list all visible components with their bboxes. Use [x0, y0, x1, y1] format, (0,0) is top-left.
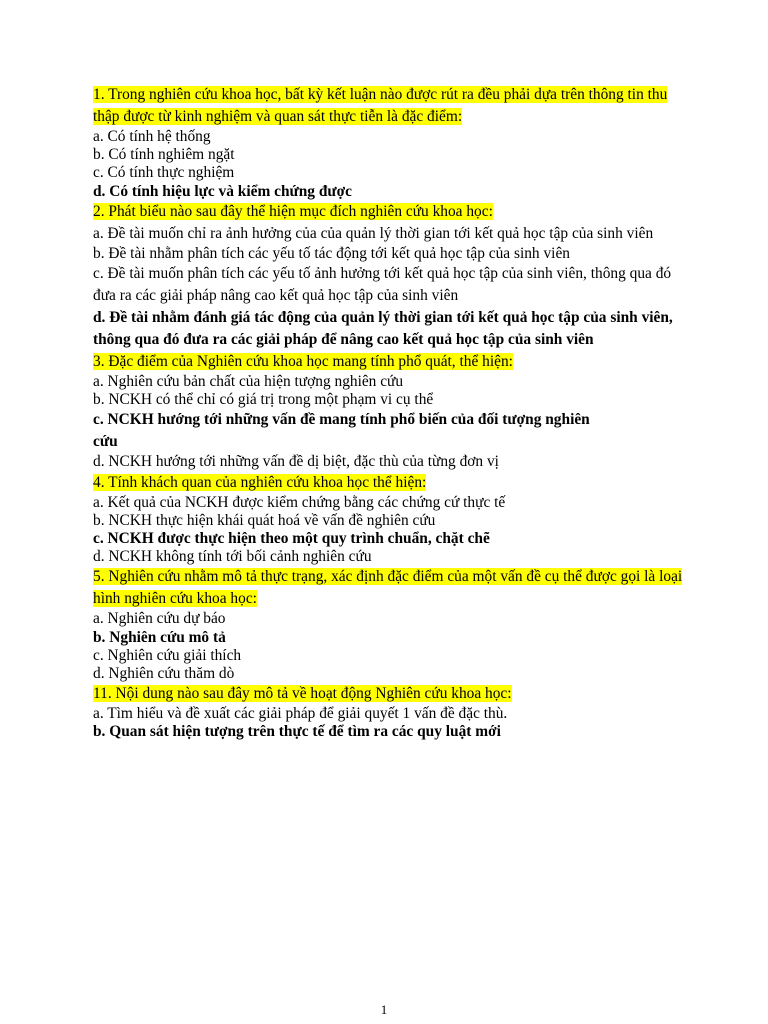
question-block [93, 84, 683, 128]
question-text: 2. Phát biểu nào sau đây thể hiện mục đích nghiên cứu khoa học: [93, 202, 493, 220]
question-block [93, 683, 683, 705]
answer-option: c. Nghiên cứu giải thích [93, 646, 242, 664]
answer-option-correct: c. NCKH hướng tới những vấn đề mang tính phổ biến của đối tượng nghiên cứu [93, 411, 590, 451]
question-text: 3. Đặc điểm của Nghiên cứu khoa học mang tính phổ quát, thể hiện: [93, 353, 513, 371]
answer-option: b. Đề tài nhằm phân tích các yếu tố tác động tới kết quả học tập của sinh viên [93, 244, 570, 262]
answer-option: a. Tìm hiểu và đề xuất các giải pháp để giải quyết 1 vấn đề đặc thù. [93, 705, 508, 723]
question-text: 1. Trong nghiên cứu khoa học, bất kỳ kết luận nào được rút ra đều phải dựa trên thông tin thu thập được từ kinh nghiệm và quan sát thực tiễn là đặc điểm: [93, 86, 668, 125]
answer-option-correct: c. NCKH được thực hiện theo một quy trình chuẩn, chặt chẽ [93, 530, 490, 548]
answer-option: d. NCKH không tính tới bối cảnh nghiên cứu [93, 548, 372, 566]
question-text: 5. Nghiên cứu nhằm mô tả thực trạng, xác định đặc điểm của một vấn đề cụ thể được gọi là loại hình nghiên cứu khoa học: [93, 568, 683, 608]
answer-option: a. Có tính hệ thống [93, 128, 211, 145]
answer-option: a. Đề tài muốn chỉ ra ảnh hưởng của của quản lý thời gian tới kết quả học tập của sinh viên [93, 224, 654, 242]
answer-option-correct: d. Đề tài nhằm đánh giá tác động của quản lý thời gian tới kết quả học tập của sinh viên, thông qua đó đưa ra các giải pháp để nâng cao kết quả học tập của sinh viên [93, 309, 673, 349]
question-block [93, 566, 683, 610]
page-number: 1 [380, 1002, 388, 1017]
answer-option: b. Có tính nghiêm ngặt [93, 146, 235, 164]
answer-option: c. Đề tài muốn phân tích các yếu tố ảnh hưởng tới kết quả học tập của sinh viên, thông qua đó đưa ra các giải pháp nâng cao kết quả học tập của sinh viên [93, 265, 672, 305]
answer-option: a. Nghiên cứu bản chất của hiện tượng nghiên cứu [93, 373, 404, 391]
answer-option-correct: b. Quan sát hiện tượng trên thực tế để tìm ra các quy luật mới [93, 723, 501, 741]
answer-option: b. NCKH có thể chỉ có giá trị trong một phạm vi cụ thể [93, 391, 434, 409]
answer-option: a. Kết quả của NCKH được kiểm chứng bằng các chứng cứ thực tế [93, 493, 506, 511]
question-block [93, 201, 683, 223]
question-block [93, 351, 683, 373]
answer-option: d. NCKH hướng tới những vấn đề dị biệt, đặc thù của từng đơn vị [93, 453, 499, 471]
question-text: 11. Nội dung nào sau đây mô tả về hoạt động Nghiên cứu khoa học: [93, 685, 512, 703]
answer-option: c. Có tính thực nghiệm [93, 164, 235, 182]
question-text: 4. Tính khách quan của nghiên cứu khoa học thể hiện: [93, 473, 427, 491]
document-page [93, 84, 683, 742]
answer-option: b. NCKH thực hiện khái quát hoá về vấn đề nghiên cứu [93, 511, 436, 529]
answer-option: a. Nghiên cứu dự báo [93, 610, 226, 628]
answer-option: d. Nghiên cứu thăm dò [93, 665, 235, 683]
answer-option-correct: d. Có tính hiệu lực và kiểm chứng được [93, 182, 352, 200]
question-block [93, 472, 683, 494]
answer-option-correct: b. Nghiên cứu mô tả [93, 628, 226, 646]
